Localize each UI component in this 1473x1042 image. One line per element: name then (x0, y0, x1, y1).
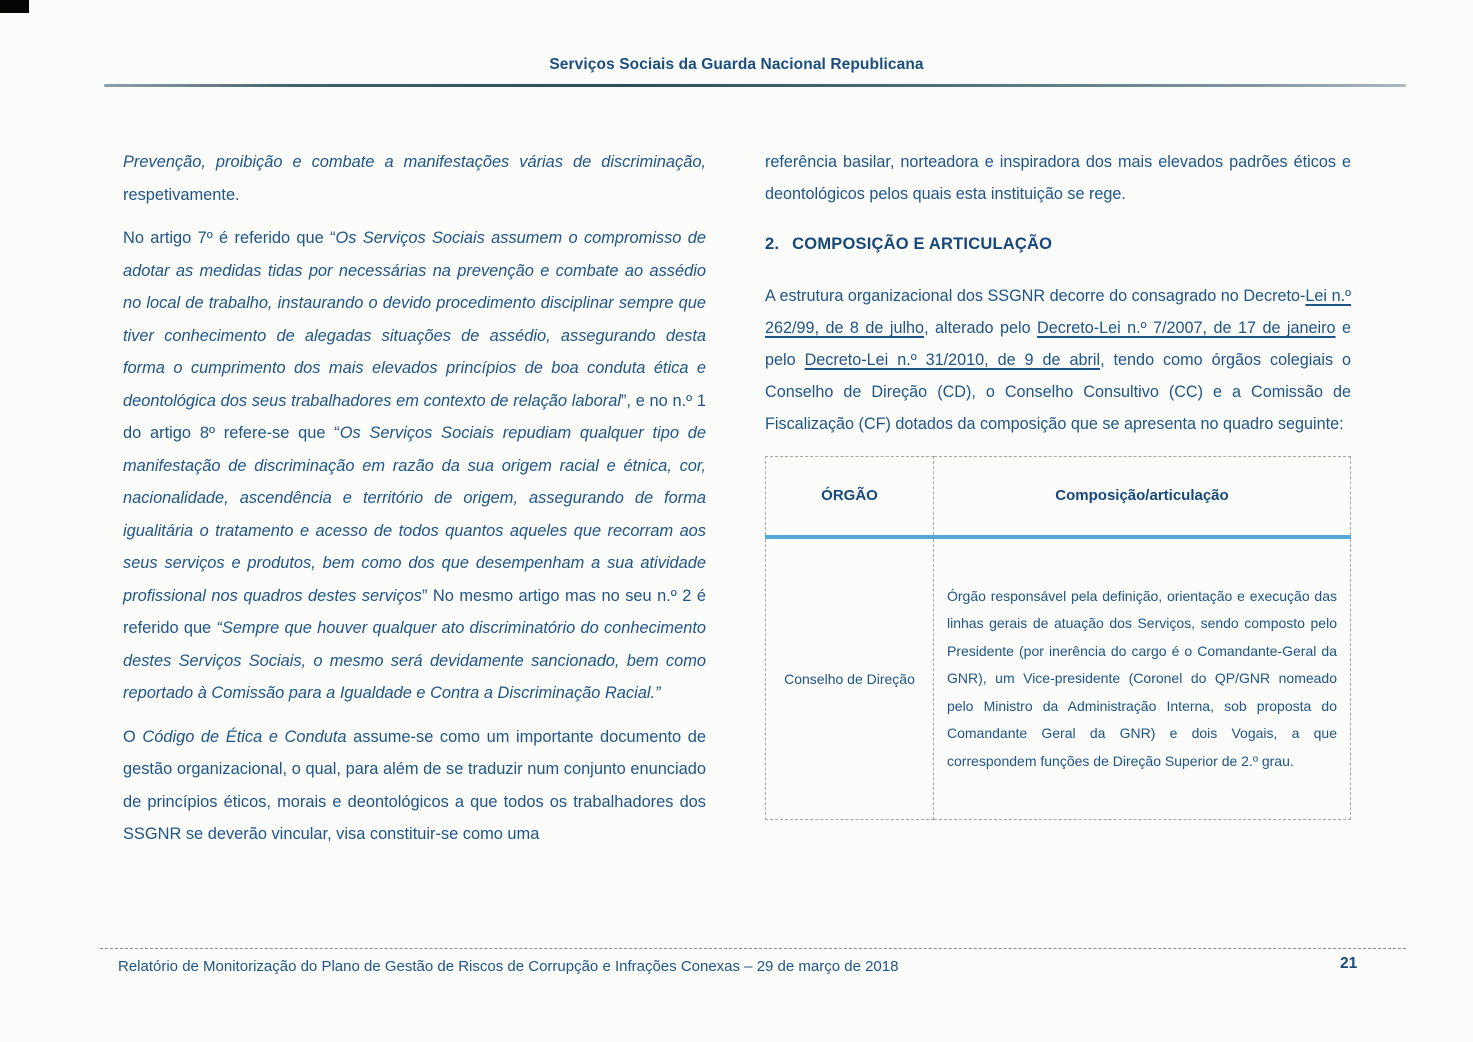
quoted-italic-text: Prevenção, proibição e combate a manifestações várias de discriminação, (123, 153, 706, 171)
footer-text: Relatório de Monitorização do Plano de Gestão de Riscos de Corrupção e Infrações Conexas – 29 de março de 2018 (118, 958, 899, 975)
text-segment: A estrutura organizacional dos SSGNR decorre do consagrado no Decreto- (765, 287, 1306, 305)
section-number: 2. (765, 235, 780, 253)
text-segment: referência basilar, norteadora e inspiradora dos mais elevados padrões éticos e deontológicos pelos quais esta instituição se rege. (765, 153, 1351, 203)
header-rule (104, 84, 1406, 87)
left-text-column (123, 146, 706, 851)
paragraph-codigo-etica (123, 721, 706, 851)
text-segment: e pelo (765, 319, 1351, 369)
text-segment: assume-se como um importante documento de gestão organizacional, o qual, para além de se traduzir num conjunto enunciado de princípios éticos, morais e deontológicos a que todos os trabalhadores dos SSGNR se deverão vincular, visa constituir-se como uma (123, 727, 706, 843)
table-header-composicao: Composição/articulação (934, 457, 1351, 538)
paragraph-artigo-7-8 (123, 222, 706, 710)
quoted-italic-text: “Sempre que houver qualquer ato discriminatório do conhecimento destes Serviços Sociais, o mesmo será devidamente sancionado, bem como reportado à Comissão para a Igualdade e Contra a Discriminação Racial.” (123, 619, 706, 702)
organs-table (765, 456, 1351, 820)
document-title-italic: Código de Ética e Conduta (142, 727, 347, 746)
text-segment: respetivamente. (123, 185, 240, 204)
text-segment: O (123, 727, 143, 746)
quoted-italic-text: Os Serviços Sociais repudiam qualquer tipo de manifestação de discriminação em razão da sua origem racial e étnica, cor, nacionalidade, ascendência e território de origem, assegurando de forma igualitária o tratamento e acesso de todos quantos aqueles que recorram aos seus serviços e produtos, bem como dos que desempenham a sua atividade profissional nos quadros destes serviços (123, 424, 706, 605)
text-segment: , alterado pelo (924, 319, 1038, 337)
text-segment: ” No mesmo artigo mas no seu n.º 2 é referido que (123, 586, 707, 637)
document-header-title: Serviços Sociais da Guarda Nacional Republicana (549, 56, 924, 73)
table-row (766, 537, 1351, 820)
paragraph-estrutura (765, 280, 1351, 440)
section-heading (765, 228, 1351, 260)
quoted-italic-text: Os Serviços Sociais assumem o compromisso de adotar as medidas tidas por necessárias na prevenção e combate ao assédio no local de trabalho, instaurando o devido procedimento disciplinar sempre que tiver conhecimento de alegadas situações de assédio, assegurando desta forma o cumprimento dos mais elevados princípios de boa conduta ética e deontológica dos seus trabalhadores em contexto de relação laboral (123, 229, 706, 410)
page-number: 21 (1340, 955, 1358, 972)
scan-artifact-mark (0, 0, 29, 13)
section-title: COMPOSIÇÃO E ARTICULAÇÃO (792, 235, 1053, 253)
table-header-row (766, 457, 1351, 538)
cell-composicao: Órgão responsável pela definição, orientação e execução das linhas gerais de atuação dos Serviços, sendo composto pelo Presidente (por inerência do cargo é o Comandante-Geral da GNR), um Vice-presidente (Coronel do QP/GNR nomeado pelo Ministro da Administração Interna, sob proposta do Comandante Geral da GNR) e dois Vogais, a que correspondem funções de Direção Superior de 2.º grau. (934, 537, 1351, 820)
decree-reference: Lei n.º 262/99, de 8 de julho (765, 287, 1351, 337)
text-segment: No artigo 7º é referido que “ (123, 229, 336, 247)
paragraph-prevencao (123, 146, 706, 211)
text-segment: ”, e no n.º 1 do artigo 8º refere-se que “ (123, 391, 706, 442)
table-header-orgao: ÓRGÃO (766, 457, 934, 538)
decree-reference: Decreto-Lei n.º 31/2010, de 9 de abril (804, 351, 1101, 369)
decree-reference: Decreto-Lei n.º 7/2007, de 17 de janeiro (1037, 319, 1336, 337)
text-segment: , tendo como órgãos colegiais o Conselho de Direção (CD), o Conselho Consultivo (CC) e a Comissão de Fiscalização (CF) dotados da composição que se apresenta no quadro seguinte: (765, 351, 1352, 433)
right-text-column (765, 146, 1351, 820)
paragraph-referencia (765, 146, 1351, 210)
cell-orgao: Conselho de Direção (766, 537, 934, 820)
footer-rule (100, 948, 1406, 949)
